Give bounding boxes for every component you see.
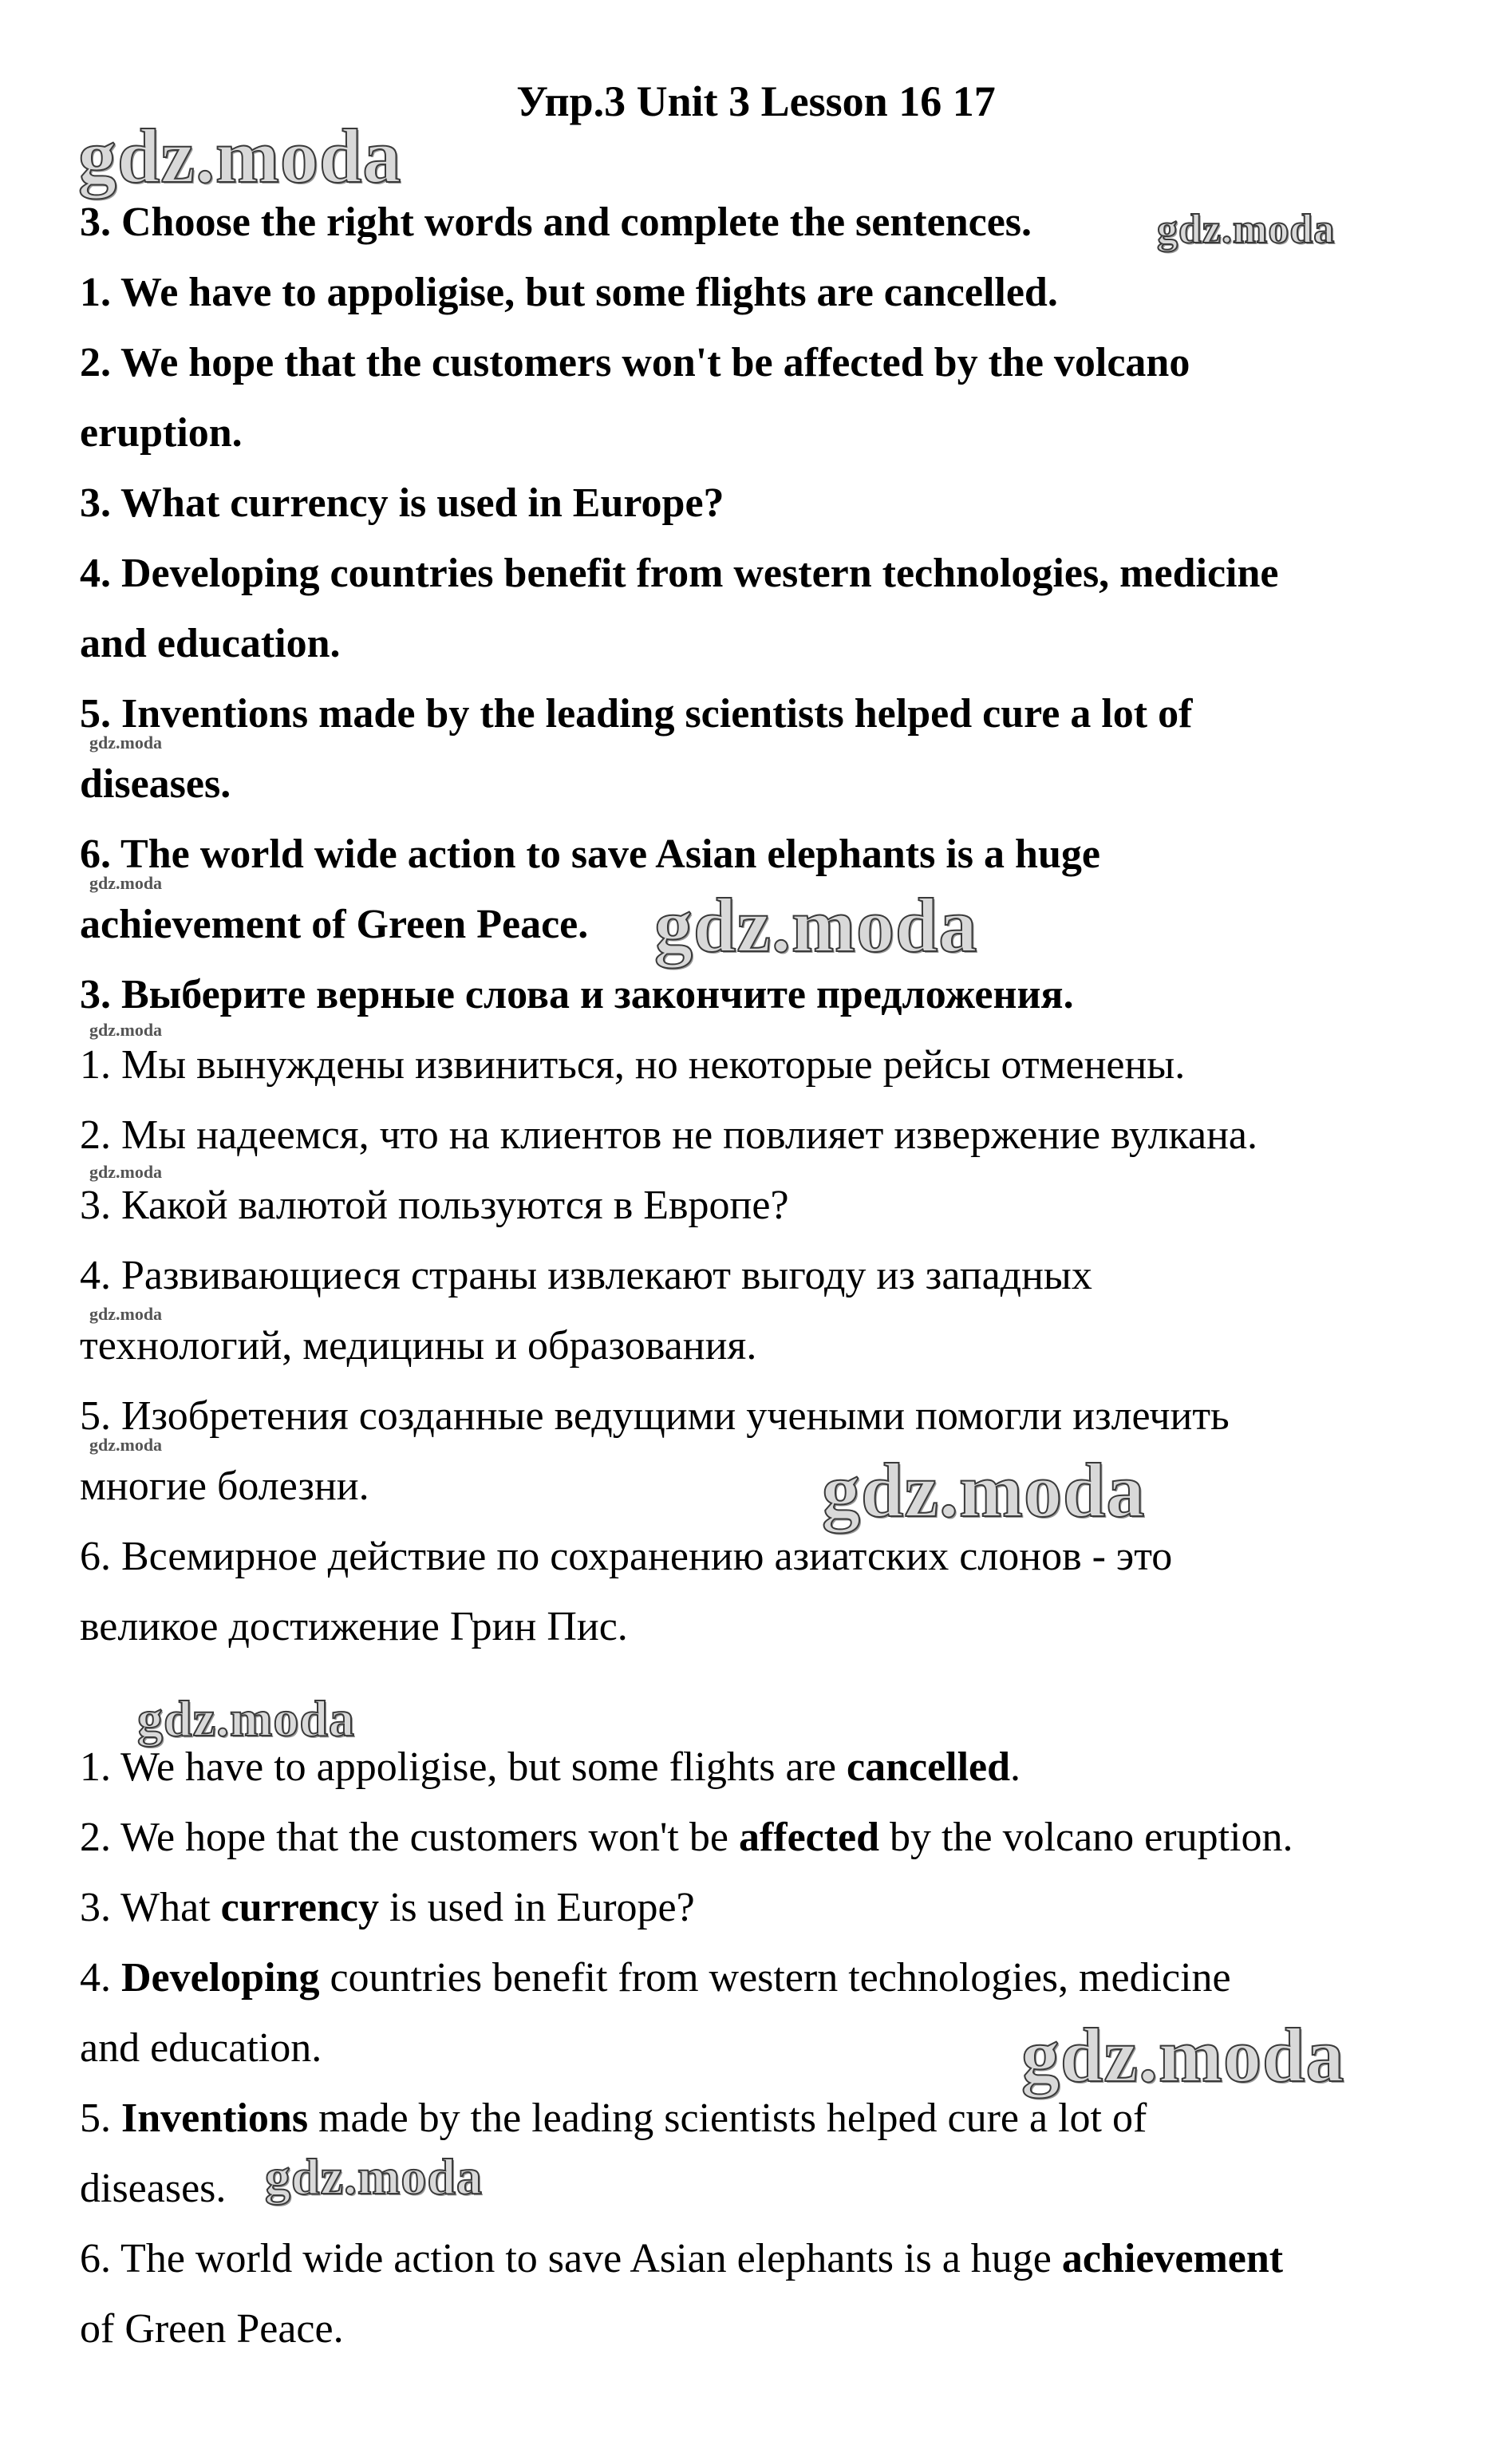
watermark-logo: gdz.moda — [1157, 207, 1336, 252]
task-en-line: and education. — [80, 621, 341, 666]
task-ru-line: 1. Мы вынуждены извиниться, но некоторые рейсы отменены. — [80, 1042, 1186, 1088]
task-en-line: 4. Developing countries benefit from western technologies, medicine — [80, 551, 1279, 596]
answer-line — [80, 1740, 1021, 1795]
task-ru-line: 4. Развивающиеся страны извлекают выгоду из западных — [80, 1253, 1092, 1298]
task-ru-line: 2. Мы надеемся, что на клиентов не повлияет извержение вулкана. — [80, 1112, 1258, 1158]
task-en-line: achievement of Green Peace. — [80, 902, 589, 947]
watermark-logo: gdz.moda — [1021, 2012, 1345, 2098]
answer-keyword: cancelled — [846, 1744, 1011, 1790]
answer-text: 6. The world wide action to save Asian elephants is a huge — [80, 2236, 1062, 2281]
watermark-logo: gdz.moda — [89, 873, 163, 893]
answer-text: is used in Europe? — [378, 1885, 695, 1930]
watermark-logo: gdz.moda — [654, 883, 978, 968]
task-en-line: 2. We hope that the customers won't be affected by the volcano — [80, 340, 1190, 385]
watermark-logo: gdz.moda — [137, 1690, 355, 1747]
answer-text: 1. We have to appoligise, but some flights are — [80, 1744, 847, 1790]
answer-line — [80, 1810, 1293, 1866]
answer-line: of Green Peace. — [80, 2306, 344, 2352]
task-en-line: 5. Inventions made by the leading scientists helped cure a lot of — [80, 691, 1193, 737]
task-ru-heading: 3. Выберите верные слова и закончите предложения. — [80, 972, 1074, 1017]
task-ru-line: многие болезни. — [80, 1463, 369, 1509]
task-en-line: eruption. — [80, 410, 243, 456]
answer-line — [80, 1950, 1231, 2006]
answer-keyword: Inventions — [121, 2095, 309, 2141]
answer-keyword: currency — [220, 1885, 379, 1930]
answer-line: diseases. — [80, 2166, 227, 2211]
answer-text: by the volcano eruption. — [879, 1815, 1293, 1860]
task-ru-line: 6. Всемирное действие по сохранению азиатских слонов - это — [80, 1534, 1173, 1579]
answer-line: and education. — [80, 2025, 322, 2071]
task-en-line: 1. We have to appoligise, but some flights are cancelled. — [80, 270, 1058, 315]
answer-text: made by the leading scientists helped cure a lot of — [308, 2095, 1147, 2141]
answer-text: 2. We hope that the customers won't be — [80, 1815, 739, 1860]
page-title: Упр.3 Unit 3 Lesson 16 17 — [516, 77, 996, 125]
answer-keyword: Developing — [121, 1955, 320, 2001]
watermark-logo: gdz.moda — [265, 2148, 483, 2205]
task-en-line: 6. The world wide action to save Asian elephants is a huge — [80, 831, 1100, 877]
answer-line — [80, 2091, 1147, 2147]
answer-text: countries benefit from western technologies, medicine — [319, 1955, 1231, 2001]
answer-text: 5. — [80, 2095, 121, 2141]
task-ru-line: 5. Изобретения созданные ведущими учеными помогли излечить — [80, 1393, 1230, 1439]
task-en-heading: 3. Choose the right words and complete the sentences. — [80, 199, 1032, 245]
answer-text: . — [1010, 1744, 1021, 1790]
watermark-logo: gdz.moda — [89, 1435, 163, 1455]
task-en-line: 3. What currency is used in Europe? — [80, 480, 724, 526]
task-en-line: diseases. — [80, 761, 231, 807]
task-ru-line: технологий, медицины и образования. — [80, 1323, 757, 1369]
answer-text: 4. — [80, 1955, 121, 2001]
watermark-logo: gdz.moda — [78, 113, 402, 199]
watermark-logo: gdz.moda — [89, 733, 163, 752]
watermark-logo: gdz.moda — [89, 1162, 163, 1182]
answer-text: 3. What — [80, 1885, 221, 1930]
task-ru-line: великое достижение Грин Пис. — [80, 1604, 628, 1649]
answer-line — [80, 1880, 695, 1936]
task-ru-line: 3. Какой валютой пользуются в Европе? — [80, 1183, 789, 1228]
answer-keyword: affected — [738, 1815, 880, 1860]
answer-line — [80, 2231, 1283, 2287]
watermark-logo: gdz.moda — [89, 1020, 163, 1040]
answer-keyword: achievement — [1061, 2236, 1284, 2281]
watermark-logo: gdz.moda — [89, 1304, 163, 1324]
watermark-logo: gdz.moda — [822, 1448, 1146, 1533]
